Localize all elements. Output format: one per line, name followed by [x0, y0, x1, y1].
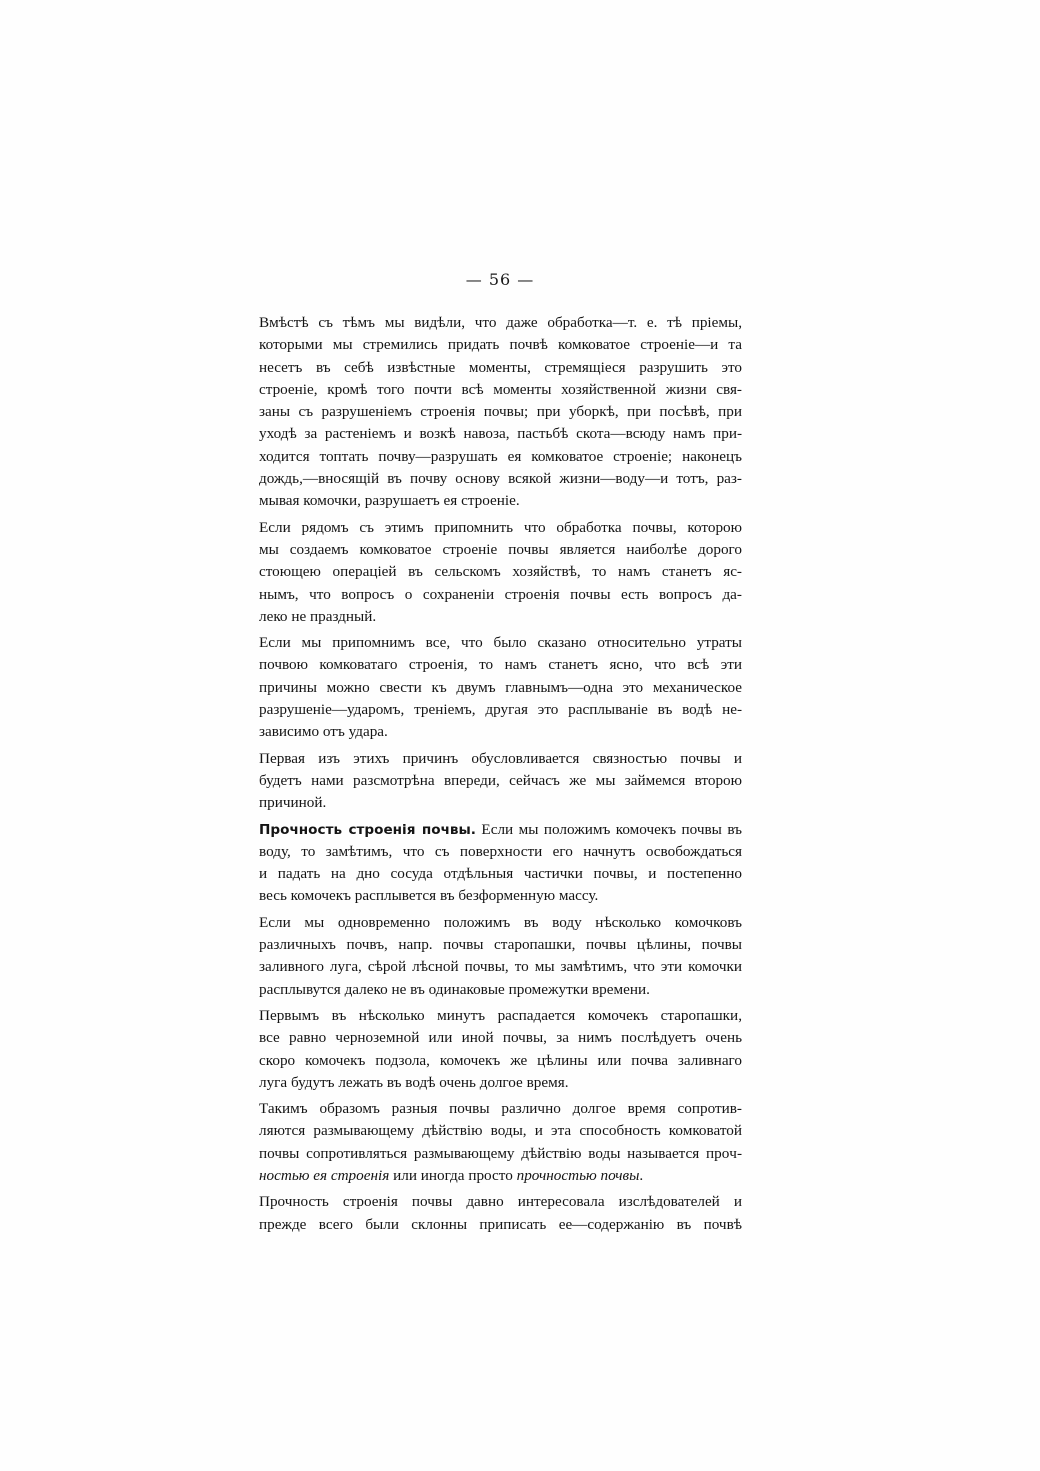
paragraph-3	[256, 632, 742, 743]
text-line: которыми мы стремились придать почвѣ комковатое строеніе—и та	[259, 336, 742, 354]
paragraph-9	[256, 1191, 742, 1236]
text-line: будетъ нами разсмотрѣна впереди, сейчасъ же мы займемся второю	[259, 771, 742, 789]
text-line: дождь,—вносящій въ почву основу всякой жизни—воду—и тотъ, раз-	[259, 470, 742, 488]
text-line: ностью ея строенія или иногда просто прочностью почвы.	[259, 1166, 644, 1184]
text-line: почвою комковатаго строенія, то намъ станетъ ясно, что всѣ эти	[259, 656, 742, 674]
text-line: несетъ въ себѣ извѣстные моменты, стремящіеся разрушить это	[259, 358, 742, 376]
text-line: различныхъ почвъ, напр. почвы старопашки, почвы цѣлины, почвы	[259, 936, 742, 954]
emphasis: прочностью почвы	[516, 1166, 640, 1184]
paragraph-6	[256, 912, 742, 1001]
text-line: весь комочекъ расплывется въ безформенную массу.	[259, 887, 599, 905]
text-line: прежде всего были склонны приписать ее—содержанію въ почвѣ	[259, 1215, 742, 1233]
paragraph-5	[256, 819, 742, 908]
paragraph-1	[256, 312, 742, 513]
text-line: ляются размывающему дѣйствію воды, и эта способность комковатой	[259, 1122, 742, 1140]
text-line: нымъ, что вопросъ о сохраненіи строенія почвы есть вопросъ да-	[259, 585, 742, 603]
text-line: ходится топтать почву—разрушать ея комковатое строеніе; наконецъ	[259, 447, 742, 465]
text-line: Первая изъ этихъ причинъ обусловливается связностью почвы и	[259, 749, 742, 767]
body-text	[256, 312, 742, 1240]
text-line: строеніе, кромѣ того почти всѣ моменты хозяйственной жизни свя-	[259, 380, 742, 398]
text-line: Такимъ образомъ разныя почвы различно долгое время сопротив-	[259, 1100, 742, 1118]
text-line: воду, то замѣтимъ, что съ поверхности его начнутъ освобождаться	[259, 842, 742, 860]
paragraph-2	[256, 517, 742, 628]
text-line: расплывутся далеко не въ одинаковые промежутки времени.	[259, 980, 650, 998]
text-line: уходѣ за растеніемъ и возкѣ навоза, пастьбѣ скота—всюду намъ при-	[259, 425, 742, 443]
text-line: леко не праздный.	[259, 607, 377, 625]
paragraph-8	[256, 1098, 742, 1187]
text-line	[256, 819, 742, 841]
text-line: Прочность строенія почвы давно интересовала изслѣдователей и	[259, 1193, 742, 1211]
text-line: стоющею операціей въ сельскомъ хозяйствѣ, то намъ станетъ яс-	[259, 563, 742, 581]
text-line: все равно черноземной или иной почвы, за нимъ послѣдуетъ очень	[259, 1029, 742, 1047]
text-line: и падать на дно сосуда отдѣльныя частички почвы, и постепенно	[259, 865, 742, 883]
text-line: Если мы припомнимъ все, что было сказано относительно утраты	[259, 634, 742, 652]
text-line: заливного луга, сѣрой лѣсной почвы, то мы замѣтимъ, что эти комочки	[259, 958, 742, 976]
paragraph-7	[256, 1005, 742, 1094]
page-number: — 56 —	[465, 270, 535, 289]
text-line: скоро комочекъ подзола, комочекъ же цѣлины или почва заливнаго	[259, 1051, 742, 1069]
text-run: Если мы положимъ комочекъ почвы въ	[475, 820, 742, 838]
text-line: луга будутъ лежать въ водѣ очень долгое время.	[259, 1073, 569, 1091]
section-heading: Прочность строенія почвы.	[259, 821, 476, 838]
emphasis: ностью ея строенія	[259, 1166, 390, 1184]
text-line: причиной.	[259, 794, 327, 812]
text-line: Если мы одновременно положимъ въ воду нѣсколько комочковъ	[259, 913, 742, 931]
text-line: зависимо отъ удара.	[259, 723, 388, 741]
text-line: причины можно свести къ двумъ главнымъ—одна это механическое	[259, 678, 742, 696]
text-line: Первымъ въ нѣсколько минутъ распадается комочекъ старопашки,	[259, 1006, 742, 1024]
paragraph-4	[256, 748, 742, 815]
text-line: Если рядомъ съ этимъ припомнить что обработка почвы, которою	[259, 518, 742, 536]
text-line: мывая комочки, разрушаетъ ея строеніе.	[259, 492, 520, 510]
text-line: Вмѣстѣ съ тѣмъ мы видѣли, что даже обработка—т. е. тѣ пріемы,	[259, 314, 742, 331]
text-line: заны съ разрушеніемъ строенія почвы; при уборкѣ, при посѣвѣ, при	[259, 403, 742, 421]
text-line: почвы сопротивляться размывающему дѣйствію воды называется прoч-	[259, 1144, 742, 1162]
text-line: разрушеніе—ударомъ, треніемъ, другая это расплываніе въ водѣ не-	[259, 701, 742, 719]
text-line: мы создаемъ комковатое строеніе почвы является наиболѣе дорого	[259, 540, 742, 558]
